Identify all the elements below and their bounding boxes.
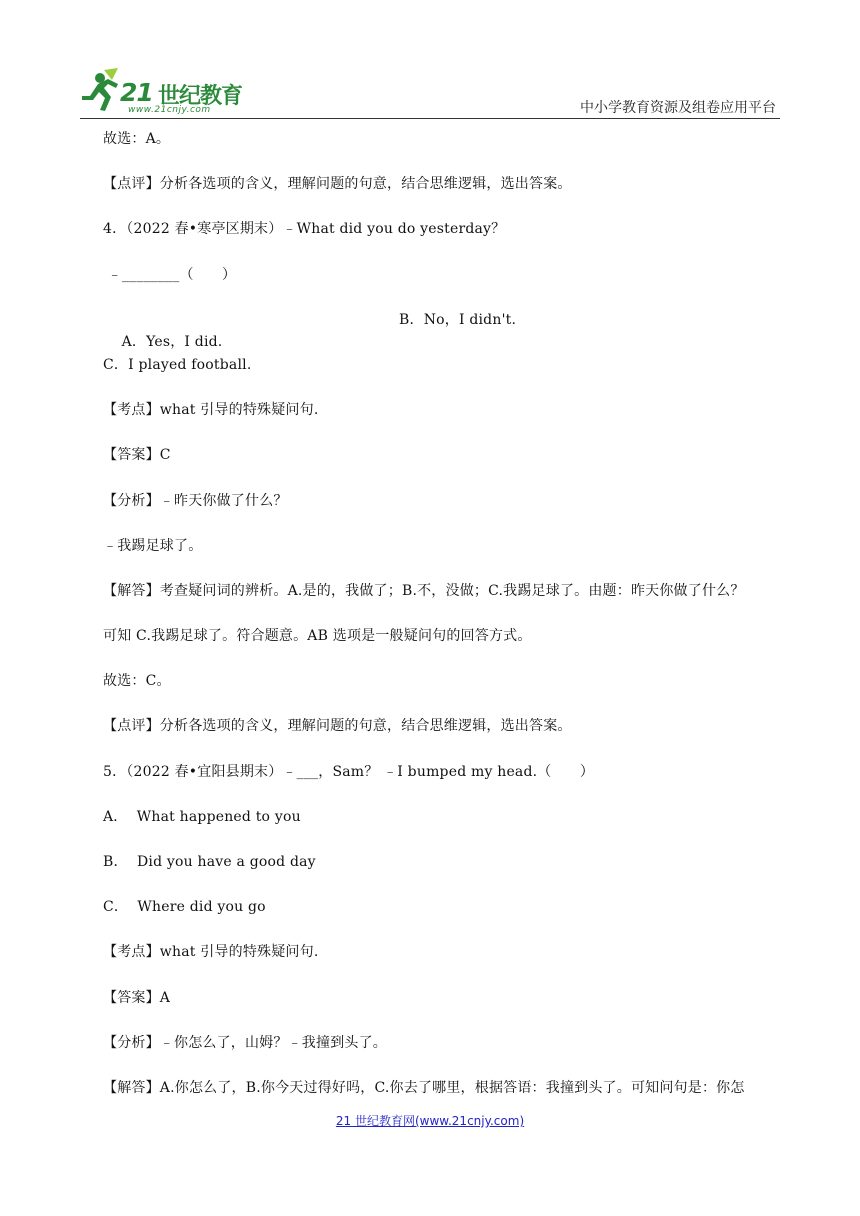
solution-line-2: 可知 C.我踢足球了。符合题意。AB 选项是一般疑问句的回答方式。: [103, 628, 532, 645]
runner-logo-icon: [78, 66, 126, 114]
solution-line: 【解答】考查疑问词的辨析。A.是的，我做了；B.不，没做；C.我踢足球了。由题：昨天你做了什么？: [103, 582, 745, 599]
option-a: A．Yes，I did.: [121, 333, 223, 350]
answer-key-line: 【答案】C: [103, 447, 171, 464]
comment-line: 【点评】分析各选项的含义，理解问题的句意，结合思维逻辑，选出答案。: [103, 718, 572, 735]
question-5-stem: 5．（2022 春•宜阳县期末）﹣___，Sam？ ﹣I bumped my head.（ ）: [103, 763, 595, 780]
answer-line: 故选：C。: [103, 673, 171, 690]
logo-url: www.21cnjy.com: [128, 105, 211, 115]
document-body: [103, 128, 793, 1122]
answer-line: 故选：A。: [103, 131, 171, 147]
answer-key-line: 【答案】A: [103, 989, 171, 1006]
comment-line: 【点评】分析各选项的含义，理解问题的句意，结合思维逻辑，选出答案。: [103, 176, 572, 193]
page-header: [0, 0, 860, 120]
question-4-options-ab: [103, 309, 793, 350]
question-4-stem: 4．（2022 春•寒亭区期末）﹣What did you do yesterday？: [103, 221, 506, 238]
option-b: B．No，I didn't.: [399, 311, 517, 328]
footer-link[interactable]: 21 世纪教育网(www.21cnjy.com): [335, 1114, 525, 1128]
option-c: C．I played football.: [103, 356, 252, 373]
logo-name: 世纪教育: [158, 84, 243, 109]
logo-number: 21: [120, 78, 153, 107]
analysis-line-2: ﹣我踢足球了。: [103, 537, 203, 554]
topic-line: 【考点】what 引导的特殊疑问句.: [103, 944, 319, 961]
platform-title: 中小学教育资源及组卷应用平台: [580, 100, 776, 116]
site-logo[interactable]: [78, 66, 258, 120]
option-c: C． Where did you go: [103, 899, 266, 916]
option-b: B． Did you have a good day: [103, 854, 316, 870]
option-a: A． What happened to you: [103, 808, 301, 825]
header-divider: [80, 118, 780, 119]
analysis-line: 【分析】﹣你怎么了，山姆？﹣我撞到头了。: [103, 1034, 387, 1051]
question-4-blank: ﹣________（ ）: [103, 266, 237, 283]
analysis-line: 【分析】﹣昨天你做了什么？: [103, 492, 288, 509]
topic-line: 【考点】what 引导的特殊疑问句.: [103, 402, 319, 419]
solution-line: 【解答】A.你怎么了，B.你今天过得好吗，C.你去了哪里，根据答语：我撞到头了。可知问句是：你怎: [103, 1079, 745, 1096]
